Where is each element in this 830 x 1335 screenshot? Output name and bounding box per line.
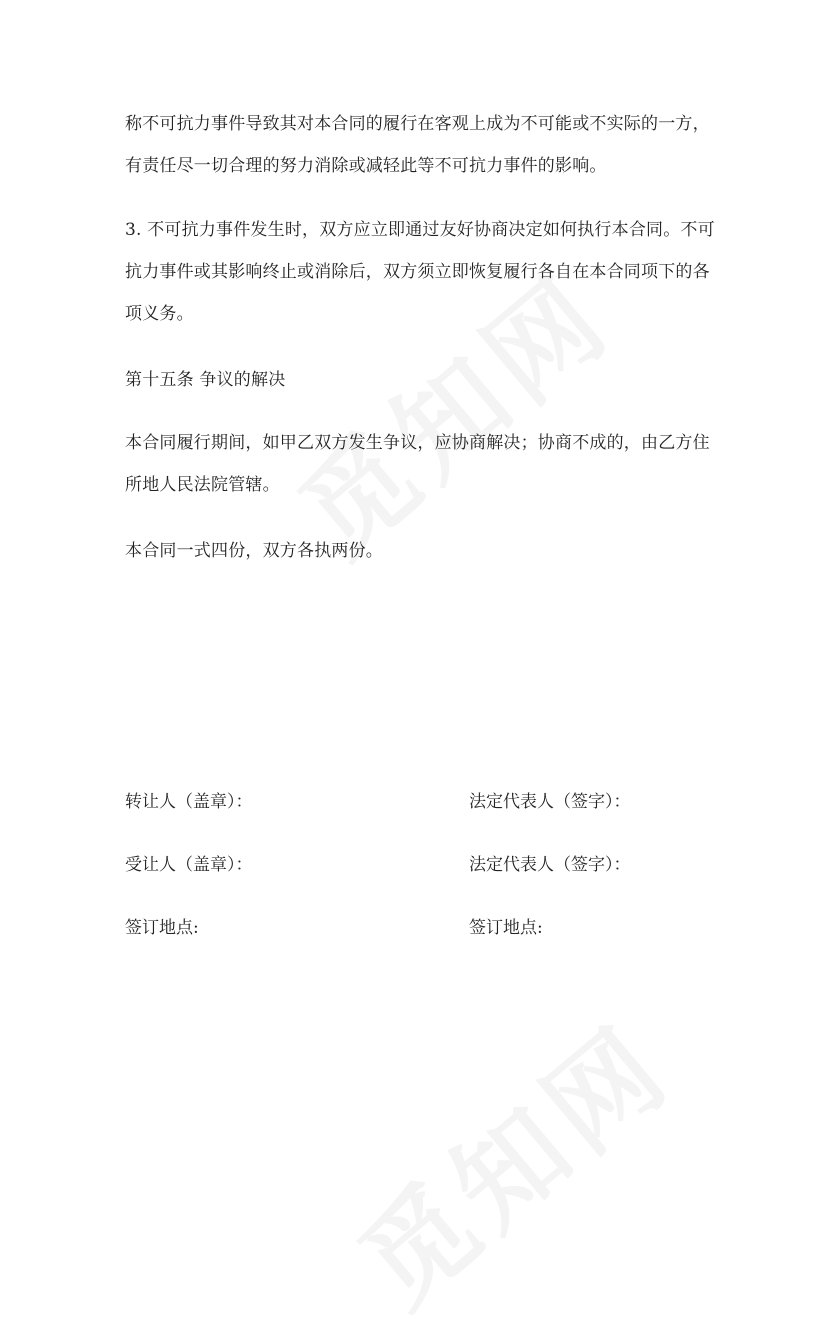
text-line: 3. 不可抗力事件发生时，双方应立即通过友好协商决定如何执行本合同。不可 [125, 220, 715, 240]
transferee-rep-signature-label: 法定代表人（签字）： [469, 855, 631, 875]
paragraph-copies [125, 530, 710, 572]
signing-place-left-label: 签订地点: [125, 918, 199, 938]
transferor-seal-label: 转让人（盖章）： [125, 792, 253, 812]
text-line: 有责任尽一切合理的努力消除或减轻此等不可抗力事件的影响。 [125, 156, 607, 176]
paragraph-force-majeure-effort [125, 103, 710, 187]
text-line: 本合同一式四份，双方各执两份。 [125, 541, 383, 561]
text-line: 项义务。 [125, 304, 194, 324]
text-line: 所地人民法院管辖。 [125, 475, 280, 495]
transferor-rep-signature-label: 法定代表人（签字）： [469, 792, 631, 812]
paragraph-force-majeure-negotiation [125, 209, 715, 335]
watermark [321, 983, 698, 1335]
article-heading [125, 359, 710, 401]
text-line: 第十五条 争议的解决 [125, 370, 286, 390]
transferee-seal-label: 受让人（盖章）： [125, 855, 253, 875]
text-line: 抗力事件或其影响终止或消除后，双方须立即恢复履行各自在本合同项下的各 [125, 262, 710, 282]
signing-place-right-label: 签订地点: [469, 918, 543, 938]
paragraph-dispute-resolution [125, 422, 710, 506]
text-line: 本合同履行期间，如甲乙双方发生争议，应协商解决；协商不成的，由乙方住 [125, 433, 710, 453]
text-line: 称不可抗力事件导致其对本合同的履行在客观上成为不可能或不实际的一方， [125, 114, 710, 134]
